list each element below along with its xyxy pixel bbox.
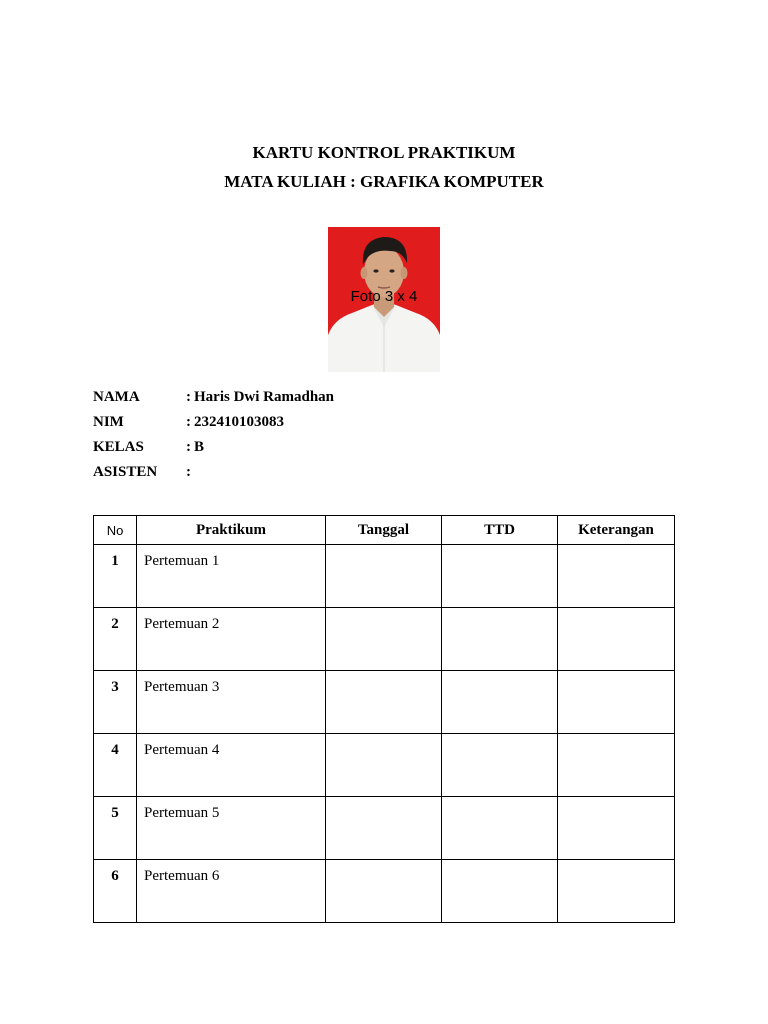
- info-value: B: [194, 439, 205, 455]
- row-tanggal-cell: [326, 608, 442, 671]
- column-header-ttd: TTD: [442, 516, 558, 545]
- course-title: MATA KULIAH : GRAFIKA KOMPUTER: [224, 172, 544, 191]
- info-label: NIM: [93, 414, 124, 430]
- row-number: 5: [94, 797, 137, 860]
- table-row: [94, 734, 675, 797]
- table-row: [94, 860, 675, 923]
- info-colon: :: [186, 464, 191, 480]
- column-header-praktikum: Praktikum: [137, 516, 326, 545]
- card-title: KARTU KONTROL PRAKTIKUM: [252, 143, 516, 162]
- row-ttd-cell: [442, 608, 558, 671]
- row-keterangan-cell: [558, 734, 675, 797]
- row-tanggal-cell: [326, 797, 442, 860]
- row-tanggal-cell: [326, 671, 442, 734]
- info-colon: :: [186, 389, 191, 405]
- row-tanggal-cell: [326, 860, 442, 923]
- attendance-table: [93, 515, 675, 923]
- row-praktikum: Pertemuan 3: [137, 671, 326, 734]
- info-label: KELAS: [93, 439, 144, 455]
- table-row: [94, 797, 675, 860]
- row-number: 2: [94, 608, 137, 671]
- info-value: Haris Dwi Ramadhan: [194, 389, 335, 405]
- column-header-keterangan: Keterangan: [558, 516, 675, 545]
- row-ttd-cell: [442, 734, 558, 797]
- row-keterangan-cell: [558, 608, 675, 671]
- info-colon: :: [186, 439, 191, 455]
- row-number: 6: [94, 860, 137, 923]
- table-header-row: [94, 516, 675, 545]
- row-ttd-cell: [442, 860, 558, 923]
- row-number: 4: [94, 734, 137, 797]
- row-ttd-cell: [442, 797, 558, 860]
- row-ttd-cell: [442, 545, 558, 608]
- row-keterangan-cell: [558, 671, 675, 734]
- column-header-tanggal: Tanggal: [326, 516, 442, 545]
- info-value: 232410103083: [194, 414, 284, 430]
- table-row: [94, 671, 675, 734]
- row-number: 1: [94, 545, 137, 608]
- table-row: [94, 608, 675, 671]
- row-praktikum: Pertemuan 1: [137, 545, 326, 608]
- column-header-no: No: [94, 516, 137, 545]
- student-photo: [328, 227, 440, 372]
- row-keterangan-cell: [558, 797, 675, 860]
- row-praktikum: Pertemuan 5: [137, 797, 326, 860]
- row-praktikum: Pertemuan 6: [137, 860, 326, 923]
- row-tanggal-cell: [326, 734, 442, 797]
- row-praktikum: Pertemuan 2: [137, 608, 326, 671]
- row-tanggal-cell: [326, 545, 442, 608]
- info-label: NAMA: [93, 389, 140, 405]
- photo-caption: Foto 3 x 4: [350, 288, 418, 305]
- row-number: 3: [94, 671, 137, 734]
- row-praktikum: Pertemuan 4: [137, 734, 326, 797]
- table-row: [94, 545, 675, 608]
- row-ttd-cell: [442, 671, 558, 734]
- info-label: ASISTEN: [93, 464, 158, 480]
- info-colon: :: [186, 414, 191, 430]
- row-keterangan-cell: [558, 545, 675, 608]
- row-keterangan-cell: [558, 860, 675, 923]
